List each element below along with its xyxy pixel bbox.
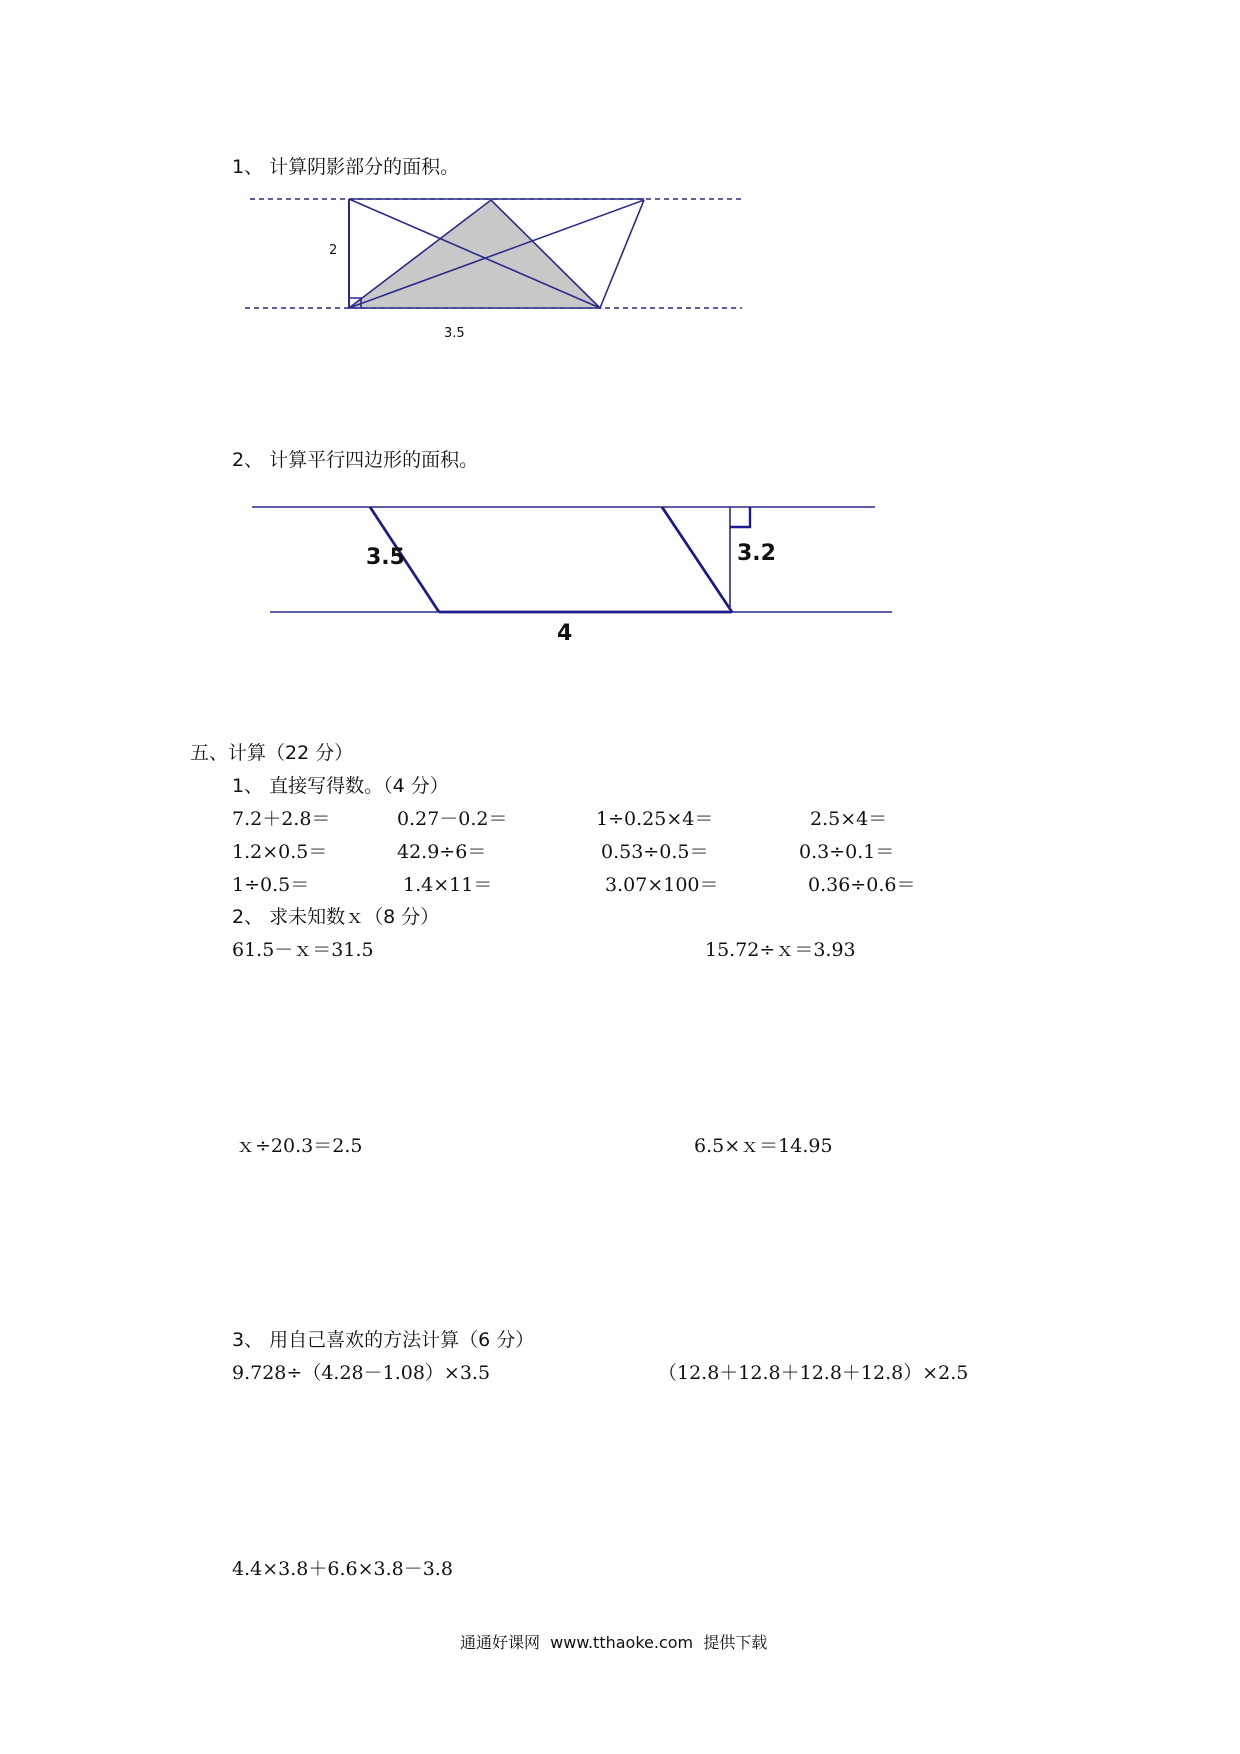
mental-calc-r3c3: 3.07×100＝ bbox=[605, 874, 719, 896]
mental-calc-r2c2: 42.9÷6＝ bbox=[397, 841, 487, 863]
question-2-text: 2、 计算平行四边形的面积。 bbox=[232, 449, 479, 471]
expression-2: （12.8＋12.8＋12.8＋12.8）×2.5 bbox=[658, 1362, 969, 1384]
equation-1: 61.5－ｘ＝31.5 bbox=[232, 939, 374, 961]
figure-1-shaded-triangle bbox=[245, 199, 745, 308]
mental-calc-r2c4: 0.3÷0.1＝ bbox=[799, 841, 895, 863]
right-angle-mark bbox=[730, 507, 750, 527]
section-5-title: 五、计算（22 分） bbox=[190, 742, 354, 764]
figure-2-base-label: 4 bbox=[557, 621, 573, 646]
mental-calc-r3c4: 0.36÷0.6＝ bbox=[808, 874, 916, 896]
mental-calc-r1c1: 7.2＋2.8＝ bbox=[232, 808, 331, 830]
mental-calc-r2c3: 0.53÷0.5＝ bbox=[601, 841, 709, 863]
mental-calc-r1c2: 0.27－0.2＝ bbox=[397, 808, 508, 830]
part-3-title: 3、 用自己喜欢的方法计算（6 分） bbox=[232, 1329, 535, 1351]
equation-3: ｘ÷20.3＝2.5 bbox=[236, 1135, 363, 1157]
parallelogram-right-side bbox=[662, 507, 732, 612]
figure-1-base-label: 3.5 bbox=[444, 326, 465, 341]
page-footer: 通通好课网 www.tthaoke.com 提供下载 bbox=[460, 1633, 768, 1652]
figure-1-height-label: 2 bbox=[329, 243, 338, 258]
part-2-title: 2、 求未知数ｘ（8 分） bbox=[232, 906, 440, 928]
mental-calc-r3c1: 1÷0.5＝ bbox=[232, 874, 310, 896]
right-slant bbox=[600, 200, 644, 308]
figure-2-side-label: 3.5 bbox=[366, 545, 405, 570]
figure-2-height-label: 3.2 bbox=[737, 541, 776, 566]
figure-2-parallelogram bbox=[252, 507, 892, 612]
mental-calc-r1c4: 2.5×4＝ bbox=[810, 808, 888, 830]
part-1-title: 1、 直接写得数。（4 分） bbox=[232, 775, 449, 797]
mental-calc-r1c3: 1÷0.25×4＝ bbox=[596, 808, 714, 830]
expression-1: 9.728÷（4.28－1.08）×3.5 bbox=[232, 1362, 491, 1384]
equation-4: 6.5×ｘ＝14.95 bbox=[694, 1135, 833, 1157]
equation-2: 15.72÷ｘ＝3.93 bbox=[705, 939, 856, 961]
expression-3: 4.4×3.8＋6.6×3.8－3.8 bbox=[232, 1558, 453, 1580]
mental-calc-r2c1: 1.2×0.5＝ bbox=[232, 841, 328, 863]
question-1-text: 1、 计算阴影部分的面积。 bbox=[232, 156, 460, 178]
mental-calc-r3c2: 1.4×11＝ bbox=[403, 874, 493, 896]
